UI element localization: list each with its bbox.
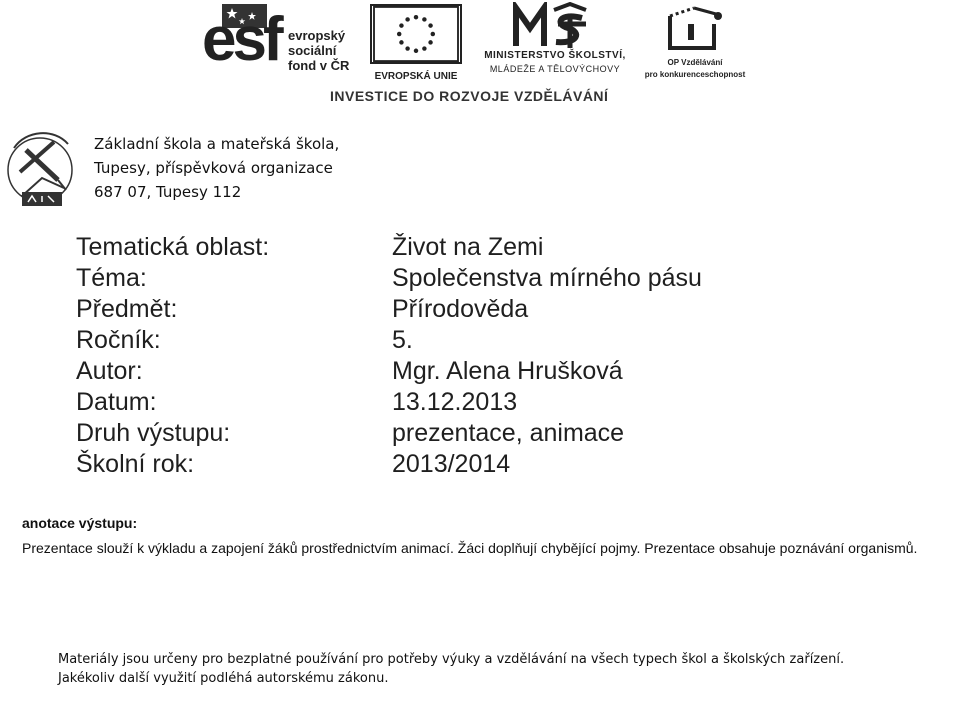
info-label: Autor: (76, 357, 143, 385)
info-row-rocnik (76, 325, 736, 356)
info-row-predmet (76, 294, 736, 325)
op-line2: pro konkurenceschopnost (644, 70, 746, 79)
info-label: Ročník: (76, 326, 161, 354)
esf-text-line: sociální (288, 43, 337, 58)
eu-flag-icon (370, 4, 462, 64)
info-row-skolni-rok (76, 449, 736, 480)
info-row-druh-vystupu (76, 418, 736, 449)
school-postal-address: 687 07, Tupesy 112 (94, 183, 242, 201)
esf-logo (202, 4, 362, 78)
investice-slogan: INVESTICE DO ROZVOJE VZDĚLÁVÁNÍ (330, 88, 609, 104)
info-label: Datum: (76, 388, 157, 416)
info-value: 5. (392, 326, 413, 354)
info-row-datum (76, 387, 736, 418)
info-row-autor (76, 356, 736, 387)
school-logo-icon (2, 118, 82, 213)
annotation-heading: anotace výstupu: (22, 515, 138, 531)
info-value: Život na Zemi (392, 233, 544, 261)
esf-text (288, 28, 349, 73)
funding-logos-bar (200, 0, 760, 110)
esf-mark: esf (202, 5, 280, 74)
info-label: Tematická oblast: (76, 233, 270, 261)
info-value: Společenstva mírného pásu (392, 264, 702, 292)
copyright-footer (58, 650, 918, 688)
footer-license-note: Jakékoliv další využití podléhá autorskému zákonu. (58, 671, 389, 686)
info-label: Školní rok: (76, 450, 195, 478)
footer-usage-note: Materiály jsou určeny pro bezplatné používání pro potřeby výuky a vzdělávání na všech typech škol a školských zařízení. (58, 652, 845, 667)
annotation-text: Prezentace slouží k výkladu a zapojení žáků prostřednictvím animací. Žáci doplňují chybějící pojmy. Prezentace obsahuje poznávání organismů. (22, 540, 918, 556)
msmt-logo (470, 2, 640, 82)
info-row-tematicka-oblast (76, 232, 736, 263)
info-label: Předmět: (76, 295, 178, 323)
info-value: Přírodověda (392, 295, 529, 323)
info-row-tema (76, 263, 736, 294)
msmt-line1: MINISTERSTVO ŠKOLSTVÍ, (484, 50, 626, 61)
info-value: 2013/2014 (392, 450, 511, 478)
op-mark-icon (664, 4, 728, 54)
metadata-table (76, 232, 736, 480)
school-name: Základní škola a mateřská škola, (94, 135, 340, 153)
eu-label: EVROPSKÁ UNIE (374, 71, 458, 82)
eu-logo (370, 4, 462, 80)
op-logo (640, 4, 760, 84)
msmt-mark-icon (512, 2, 592, 50)
msmt-line2: MLÁDEŽE A TĚLOVÝCHOVY (489, 64, 621, 74)
school-organization: Tupesy, příspěvková organizace (94, 159, 333, 177)
school-address (94, 132, 339, 204)
info-label: Téma: (76, 264, 147, 292)
esf-text-line: fond v ČR (288, 58, 350, 73)
info-value: 13.12.2013 (392, 388, 518, 416)
esf-text-line: evropský (288, 28, 346, 43)
op-line1: OP Vzdělávání (667, 58, 723, 67)
info-value: Mgr. Alena Hrušková (392, 357, 623, 385)
info-value: prezentace, animace (392, 419, 625, 447)
info-label: Druh výstupu: (76, 419, 231, 447)
